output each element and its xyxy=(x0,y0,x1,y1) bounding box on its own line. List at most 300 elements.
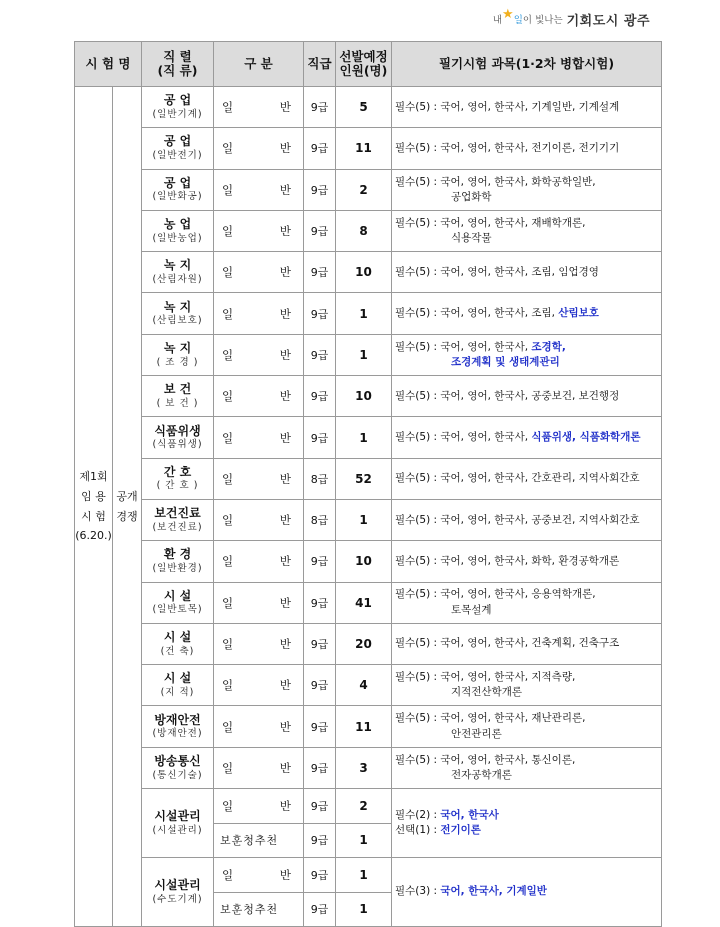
category-text xyxy=(214,388,303,404)
category-cell xyxy=(214,706,304,747)
job-sub: (시설관리) xyxy=(152,824,203,836)
job-cell xyxy=(142,128,214,169)
job-sub: (방재안전) xyxy=(152,728,203,740)
header-job-line2: (직 류) xyxy=(157,63,198,78)
header-job-line1: 직 렬 xyxy=(163,48,192,64)
grade-cell: 9급 xyxy=(304,541,336,582)
job-sub: (일반기계) xyxy=(152,108,203,120)
header-count-line1: 선발예정 xyxy=(339,48,388,64)
exam-name-line: (6.20.) xyxy=(75,529,112,543)
job-cell xyxy=(142,417,214,458)
table-row xyxy=(75,252,662,293)
grade-cell: 9급 xyxy=(304,376,336,417)
subjects-highlight: 조경학, xyxy=(531,340,566,353)
subjects-text: 안전관리론 xyxy=(451,727,502,740)
logo-tagline xyxy=(492,6,563,27)
grade-cell: 9급 xyxy=(304,747,336,788)
category-text xyxy=(214,140,303,156)
table-row xyxy=(75,747,662,788)
subjects-text: 필수(5) : 국어, 영어, 한국사, 재난관리론, xyxy=(395,712,586,725)
category-char: 일 xyxy=(222,224,234,239)
table-row xyxy=(75,128,662,169)
category-char: 반 xyxy=(279,595,291,610)
subjects-line xyxy=(395,513,661,528)
table-row xyxy=(75,334,662,375)
subjects-line xyxy=(395,636,661,651)
job-name: 환 경 xyxy=(163,547,192,562)
subjects-cell xyxy=(392,334,662,375)
category-text xyxy=(214,595,303,611)
header-grade: 직급 xyxy=(304,42,336,87)
category-cell xyxy=(214,582,304,623)
job-sub: (지 적) xyxy=(160,686,195,698)
subjects-cell xyxy=(392,623,662,664)
category-text xyxy=(214,636,303,652)
job-cell xyxy=(142,169,214,210)
table-row xyxy=(75,499,662,540)
subjects-line xyxy=(395,808,661,823)
category-char: 일 xyxy=(222,100,234,115)
category-char: 일 xyxy=(222,798,234,813)
subjects-line xyxy=(395,100,661,115)
category-char: 반 xyxy=(279,389,291,404)
subjects-line-2 xyxy=(395,768,661,783)
category-cell xyxy=(214,417,304,458)
header-count xyxy=(336,42,392,87)
subjects-cell xyxy=(392,458,662,499)
subjects-highlight: 국어, 한국사 xyxy=(440,808,499,821)
grade-cell: 9급 xyxy=(304,293,336,334)
category-text xyxy=(214,553,303,569)
job-cell xyxy=(142,582,214,623)
table-row xyxy=(75,541,662,582)
subjects-cell xyxy=(392,747,662,788)
grade-cell: 9급 xyxy=(304,252,336,293)
job-sub: (일반전기) xyxy=(152,150,203,162)
category-text xyxy=(214,832,303,848)
category-char: 반 xyxy=(279,637,291,651)
category-text xyxy=(214,512,303,528)
subjects-line xyxy=(395,141,661,156)
logo-tag-em: 일 xyxy=(513,14,523,26)
exam-name-line: 임 용 xyxy=(81,489,106,503)
count-cell: 2 xyxy=(336,789,392,824)
category-char: 일 xyxy=(222,867,234,882)
header-category: 구 분 xyxy=(214,42,304,87)
job-name: 시 설 xyxy=(163,588,192,603)
category-char: 반 xyxy=(279,471,291,486)
job-cell xyxy=(142,499,214,540)
subjects-cell xyxy=(392,128,662,169)
subjects-line xyxy=(395,711,661,726)
grade-cell: 9급 xyxy=(304,334,336,375)
grade-cell: 9급 xyxy=(304,789,336,824)
count-cell: 2 xyxy=(336,169,392,210)
subjects-text: 필수(5) : 국어, 영어, 한국사, 조림, 임업경영 xyxy=(395,265,599,278)
exam-name-cell xyxy=(75,87,113,927)
subjects-text: 필수(2) : xyxy=(395,808,441,821)
job-sub: ( 간 호 ) xyxy=(156,480,199,492)
grade-cell: 9급 xyxy=(304,417,336,458)
category-char: 반 xyxy=(279,306,291,321)
subjects-line xyxy=(395,306,661,321)
category-text xyxy=(214,347,303,363)
category-text xyxy=(214,264,303,280)
subjects-text: 필수(5) : 국어, 영어, 한국사, 전기이론, 전기기기 xyxy=(395,141,620,154)
category-cell xyxy=(214,210,304,251)
category-char: 일 xyxy=(222,513,234,528)
subjects-cell xyxy=(392,252,662,293)
category-char: 일 xyxy=(222,678,234,693)
count-cell: 41 xyxy=(336,582,392,623)
job-sub: (보건진료) xyxy=(152,521,203,533)
subjects-line xyxy=(395,670,661,685)
category-cell xyxy=(214,499,304,540)
grade-cell: 9급 xyxy=(304,87,336,128)
category-cell xyxy=(214,823,304,858)
category-char: 일 xyxy=(222,554,234,569)
job-cell xyxy=(142,747,214,788)
subjects-highlight: 식품위생, 식품화학개론 xyxy=(531,430,641,443)
job-sub: (일반환경) xyxy=(152,563,203,575)
table-row xyxy=(75,665,662,706)
subjects-text: 지적전산학개론 xyxy=(451,686,523,699)
category-text xyxy=(214,471,303,487)
category-char: 반 xyxy=(279,554,291,569)
count-cell: 1 xyxy=(336,823,392,858)
category-char: 반 xyxy=(279,867,291,882)
count-cell: 1 xyxy=(336,334,392,375)
grade-cell: 9급 xyxy=(304,169,336,210)
job-name: 녹 지 xyxy=(163,258,192,273)
category-text xyxy=(214,430,303,446)
subjects-cell xyxy=(392,499,662,540)
subjects-text: 필수(5) : 국어, 영어, 한국사, 건축계획, 건축구조 xyxy=(395,637,620,650)
subjects-text: 필수(5) : 국어, 영어, 한국사, 재배학개론, xyxy=(395,216,586,229)
count-cell: 8 xyxy=(336,210,392,251)
job-sub: (산림보호) xyxy=(152,315,203,327)
subjects-text: 공업화학 xyxy=(451,190,492,203)
job-sub: (통신기술) xyxy=(152,769,203,781)
job-name: 공 업 xyxy=(163,93,192,108)
subjects-highlight: 산림보호 xyxy=(558,307,599,320)
category-text xyxy=(214,677,303,693)
subjects-text: 필수(5) : 국어, 영어, 한국사, 조림, xyxy=(395,307,559,320)
grade-cell: 9급 xyxy=(304,665,336,706)
subjects-cell xyxy=(392,582,662,623)
subjects-line xyxy=(395,265,661,280)
job-name: 공 업 xyxy=(163,175,192,190)
job-cell xyxy=(142,789,214,858)
star-icon: ★ xyxy=(502,6,514,22)
subjects-cell xyxy=(392,293,662,334)
job-sub: (일반농업) xyxy=(152,232,203,244)
city-logo xyxy=(493,8,650,30)
table-row xyxy=(75,417,662,458)
subjects-line xyxy=(395,471,661,486)
subjects-text: 필수(5) : 국어, 영어, 한국사, 공중보건, 보건행정 xyxy=(395,389,620,402)
subjects-text: 필수(5) : 국어, 영어, 한국사, 간호관리, 지역사회간호 xyxy=(395,472,640,485)
category-cell xyxy=(214,252,304,293)
table-row xyxy=(75,582,662,623)
category-char: 일 xyxy=(222,595,234,610)
job-cell xyxy=(142,623,214,664)
job-sub: (일반화공) xyxy=(152,191,203,203)
subjects-line-2 xyxy=(395,823,661,838)
logo-tag-prefix: 내 xyxy=(492,14,503,26)
job-name: 공 업 xyxy=(163,134,192,149)
subjects-cell xyxy=(392,376,662,417)
table-row xyxy=(75,293,662,334)
count-cell: 10 xyxy=(336,252,392,293)
category-char: 일 xyxy=(222,760,234,775)
job-name: 간 호 xyxy=(163,464,192,479)
table-row xyxy=(75,623,662,664)
table-row xyxy=(75,458,662,499)
job-cell xyxy=(142,706,214,747)
category-char: 일 xyxy=(222,471,234,486)
job-name: 보 건 xyxy=(163,382,192,397)
exam-type-line: 경쟁 xyxy=(116,509,138,523)
category-char: 일 xyxy=(222,347,234,362)
category-text xyxy=(214,760,303,776)
category-text xyxy=(214,306,303,322)
category-char: 반 xyxy=(279,224,291,239)
category-cell xyxy=(214,293,304,334)
subjects-line xyxy=(395,753,661,768)
category-char: 일 xyxy=(222,265,234,280)
category-char: 반 xyxy=(279,347,291,362)
category-text xyxy=(214,867,303,883)
count-cell: 5 xyxy=(336,87,392,128)
category-text xyxy=(214,719,303,735)
exam-schedule-table xyxy=(74,41,662,927)
subjects-cell xyxy=(392,417,662,458)
category-cell xyxy=(214,623,304,664)
table-row xyxy=(75,87,662,128)
job-name: 식품위생 xyxy=(154,423,201,438)
category-cell xyxy=(214,458,304,499)
grade-cell: 8급 xyxy=(304,458,336,499)
job-sub: ( 보 건 ) xyxy=(156,397,199,409)
category-char: 반 xyxy=(279,513,291,528)
exam-name-line: 제1회 xyxy=(79,469,108,483)
subjects-highlight: 국어, 한국사, 기계일반 xyxy=(440,885,547,898)
subjects-line xyxy=(395,389,661,404)
job-sub: (건 축) xyxy=(160,645,195,657)
grade-cell: 8급 xyxy=(304,499,336,540)
job-sub: (수도기계) xyxy=(152,893,203,905)
category-char: 반 xyxy=(279,760,291,775)
category-cell xyxy=(214,892,304,927)
category-cell xyxy=(214,169,304,210)
subjects-text: 필수(5) : 국어, 영어, 한국사, 화학공학일반, xyxy=(395,175,596,188)
logo-city-name: 기회도시 광주 xyxy=(566,13,650,29)
subjects-text: 필수(5) : 국어, 영어, 한국사, 화학, 환경공학개론 xyxy=(395,554,620,567)
subjects-line xyxy=(395,340,661,355)
subjects-line-2 xyxy=(395,231,661,246)
job-name: 농 업 xyxy=(163,217,192,232)
subjects-text: 식용작물 xyxy=(451,232,492,245)
table-row xyxy=(75,169,662,210)
grade-cell: 9급 xyxy=(304,892,336,927)
job-sub: (산림자원) xyxy=(152,273,203,285)
subjects-line xyxy=(395,430,661,445)
category-cell xyxy=(214,87,304,128)
subjects-text: 필수(5) : 국어, 영어, 한국사, xyxy=(395,430,532,443)
job-cell xyxy=(142,334,214,375)
logo-tag-rest: 이 빛나는 xyxy=(522,14,563,26)
category-cell xyxy=(214,128,304,169)
table-row xyxy=(75,376,662,417)
category-char: 일 xyxy=(222,430,234,445)
category-char: 반 xyxy=(279,182,291,197)
grade-cell: 9급 xyxy=(304,128,336,169)
category-text xyxy=(214,223,303,239)
subjects-cell xyxy=(392,789,662,858)
category-text xyxy=(214,798,303,814)
category-char: 일 xyxy=(222,389,234,404)
category-char: 반 xyxy=(279,265,291,280)
subjects-cell xyxy=(392,169,662,210)
subjects-line xyxy=(395,884,661,899)
header-subjects: 필기시험 과목(1·2차 병합시험) xyxy=(392,42,662,87)
job-name: 녹 지 xyxy=(163,340,192,355)
grade-cell: 9급 xyxy=(304,623,336,664)
subjects-cell xyxy=(392,541,662,582)
subjects-highlight: 전기이론 xyxy=(440,824,481,837)
category-text xyxy=(214,99,303,115)
count-cell: 3 xyxy=(336,747,392,788)
job-name: 보건진료 xyxy=(154,506,201,521)
job-sub: ( 조 경 ) xyxy=(156,356,199,368)
count-cell: 52 xyxy=(336,458,392,499)
header-count-line2: 인원(명) xyxy=(339,63,388,78)
category-char: 일 xyxy=(222,719,234,734)
job-cell xyxy=(142,458,214,499)
count-cell: 10 xyxy=(336,541,392,582)
subjects-cell xyxy=(392,87,662,128)
category-char: 반 xyxy=(279,798,291,813)
category-cell xyxy=(214,376,304,417)
subjects-line xyxy=(395,554,661,569)
subjects-line-2 xyxy=(395,355,661,370)
job-cell xyxy=(142,541,214,582)
exam-type-line: 공개 xyxy=(116,489,138,503)
grade-cell: 9급 xyxy=(304,210,336,251)
subjects-text: 선택(1) : xyxy=(395,824,441,837)
job-cell xyxy=(142,858,214,927)
count-cell: 1 xyxy=(336,417,392,458)
subjects-text: 필수(5) : 국어, 영어, 한국사, 통신이론, xyxy=(395,753,576,766)
subjects-text: 필수(5) : 국어, 영어, 한국사, 지적측량, xyxy=(395,671,576,684)
count-cell: 1 xyxy=(336,858,392,893)
category-char: 일 xyxy=(222,182,234,197)
count-cell: 20 xyxy=(336,623,392,664)
count-cell: 10 xyxy=(336,376,392,417)
subjects-text: 필수(5) : 국어, 영어, 한국사, 응용역학개론, xyxy=(395,588,596,601)
subjects-cell xyxy=(392,665,662,706)
category-char: 반 xyxy=(279,430,291,445)
job-sub: (식품위생) xyxy=(152,439,203,451)
job-name: 시 설 xyxy=(163,671,192,686)
subjects-line-2 xyxy=(395,727,661,742)
subjects-text: 필수(5) : 국어, 영어, 한국사, 공중보건, 지역사회간호 xyxy=(395,513,640,526)
job-name: 방송통신 xyxy=(154,753,201,768)
job-name: 방재안전 xyxy=(154,712,201,727)
category-cell xyxy=(214,789,304,824)
table-row xyxy=(75,706,662,747)
category-char: 일 xyxy=(222,637,234,651)
category-char: 일 xyxy=(222,306,234,321)
subjects-text: 필수(5) : 국어, 영어, 한국사, xyxy=(395,340,532,353)
count-cell: 11 xyxy=(336,706,392,747)
category-cell xyxy=(214,747,304,788)
count-cell: 11 xyxy=(336,128,392,169)
count-cell: 1 xyxy=(336,499,392,540)
grade-cell: 9급 xyxy=(304,858,336,893)
category-cell xyxy=(214,665,304,706)
count-cell: 1 xyxy=(336,293,392,334)
job-cell xyxy=(142,376,214,417)
subjects-line xyxy=(395,175,661,190)
subjects-text: 필수(5) : 국어, 영어, 한국사, 기계일반, 기계설계 xyxy=(395,100,620,113)
header-exam: 시 험 명 xyxy=(75,42,142,87)
subjects-line-2 xyxy=(395,190,661,205)
subjects-text: 전자공학개론 xyxy=(451,768,512,781)
exam-name-line: 시 험 xyxy=(81,509,106,523)
job-name: 녹 지 xyxy=(163,299,192,314)
subjects-cell xyxy=(392,210,662,251)
table-row xyxy=(75,858,662,893)
grade-cell: 9급 xyxy=(304,823,336,858)
table-row xyxy=(75,789,662,824)
exam-type-cell xyxy=(113,87,142,927)
subjects-line xyxy=(395,587,661,602)
category-char: 반 xyxy=(279,141,291,156)
category-char: 일 xyxy=(222,141,234,156)
count-cell: 4 xyxy=(336,665,392,706)
subjects-line-2 xyxy=(395,603,661,618)
category-char: 반 xyxy=(279,100,291,115)
job-cell xyxy=(142,665,214,706)
header-job xyxy=(142,42,214,87)
grade-cell: 9급 xyxy=(304,706,336,747)
subjects-line xyxy=(395,216,661,231)
subjects-highlight: 조경계획 및 생태계관리 xyxy=(451,355,560,368)
grade-cell: 9급 xyxy=(304,582,336,623)
job-sub: (일반토목) xyxy=(152,604,203,616)
job-cell xyxy=(142,210,214,251)
category-cell xyxy=(214,334,304,375)
category-text-value: 보훈청추천 xyxy=(220,903,279,917)
category-cell xyxy=(214,541,304,582)
subjects-line-2 xyxy=(395,685,661,700)
subjects-text: 토목설계 xyxy=(451,603,492,616)
table-row xyxy=(75,210,662,251)
table-header-row xyxy=(75,42,662,87)
category-text xyxy=(214,182,303,198)
job-name: 시 설 xyxy=(163,630,192,645)
job-cell xyxy=(142,293,214,334)
job-cell xyxy=(142,252,214,293)
subjects-cell xyxy=(392,858,662,927)
job-name: 시설관리 xyxy=(154,809,201,824)
category-char: 반 xyxy=(279,719,291,734)
category-cell xyxy=(214,858,304,893)
count-cell: 1 xyxy=(336,892,392,927)
category-text-value: 보훈청추천 xyxy=(220,834,279,848)
